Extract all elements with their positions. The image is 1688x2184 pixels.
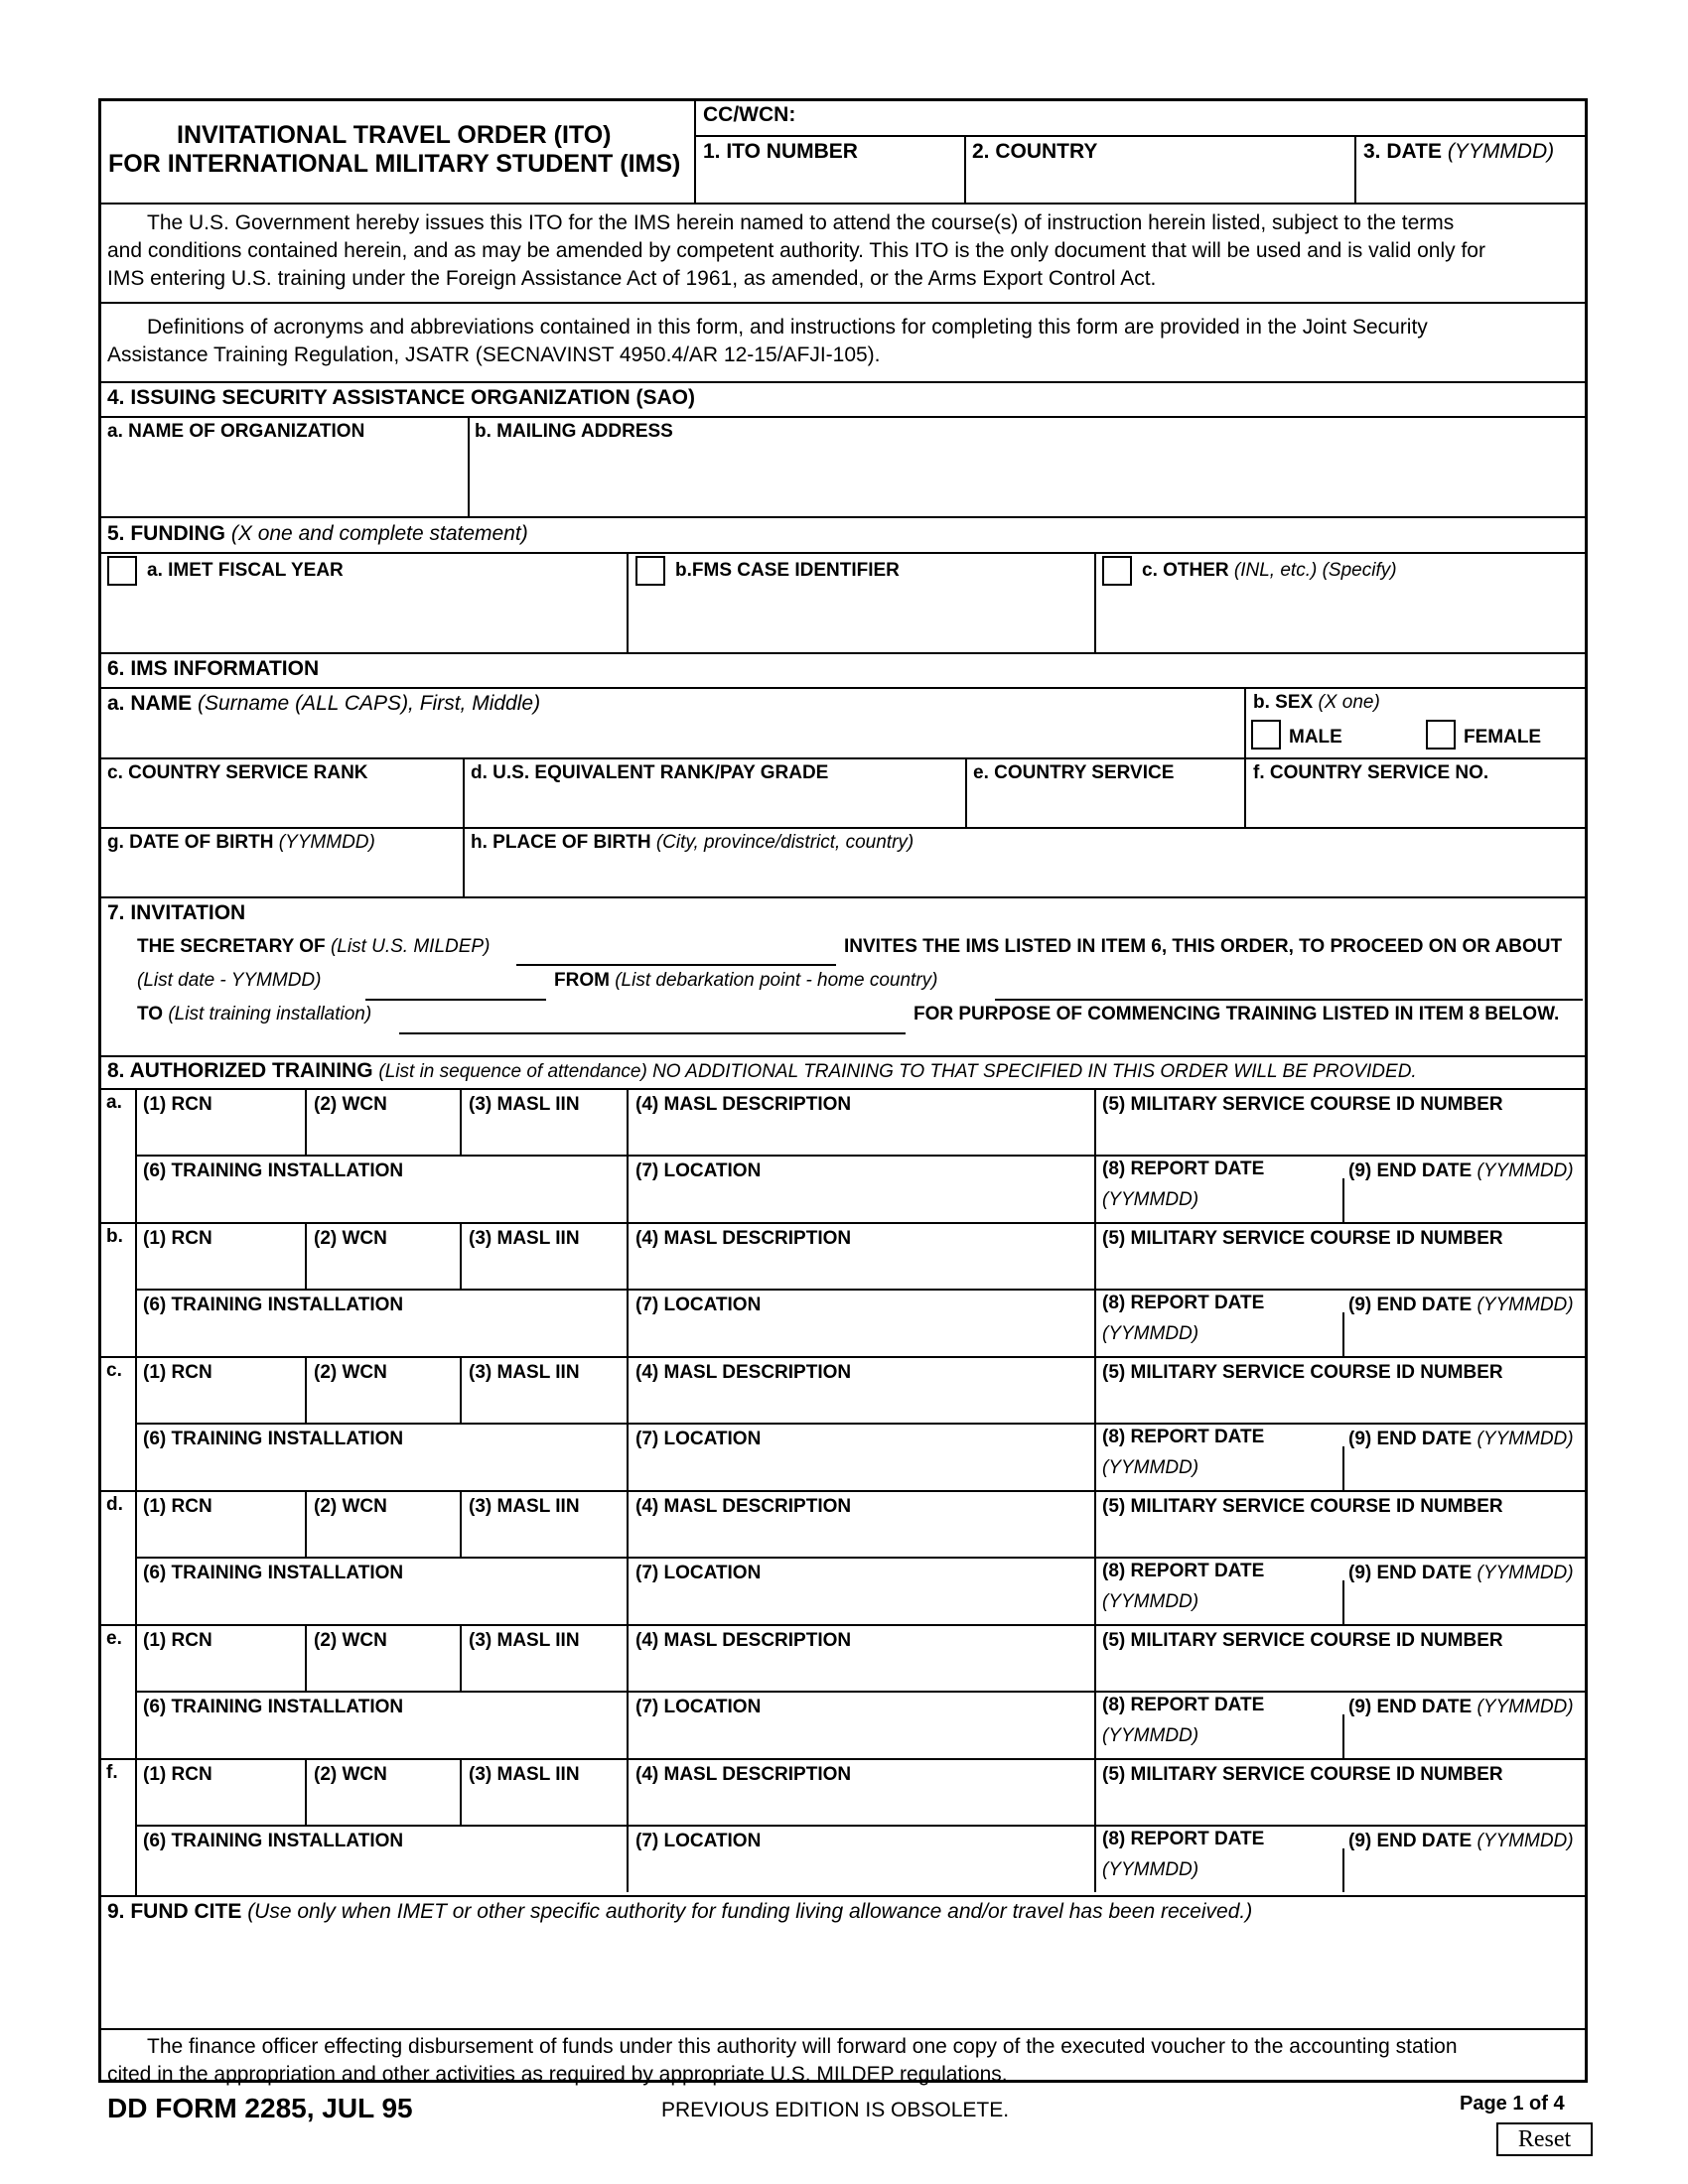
section5-title-note: (X one and complete statement) <box>230 522 528 545</box>
divider <box>98 1895 1588 1897</box>
divider <box>1342 1580 1344 1624</box>
ims-name-label-text: a. NAME <box>107 692 193 715</box>
divider <box>135 1825 1588 1827</box>
report-date-format: (YYMMDD) <box>1102 1457 1199 1478</box>
end-date-field[interactable] <box>1347 1320 1584 1352</box>
training-installation-label: (6) TRAINING INSTALLATION <box>143 1831 404 1851</box>
male-label: MALE <box>1289 727 1342 748</box>
rcn-field[interactable] <box>139 1388 301 1420</box>
location-field[interactable] <box>632 1454 1090 1486</box>
end-date-format: (YYMMDD) <box>1477 1697 1574 1717</box>
location-label: (7) LOCATION <box>635 1697 762 1717</box>
masl-iin-label: (3) MASL IIN <box>469 1362 580 1383</box>
masl-iin-field[interactable] <box>465 1254 623 1286</box>
secretary-label-text: THE SECRETARY OF <box>137 936 326 957</box>
masl-description-field[interactable] <box>632 1522 1090 1554</box>
divider <box>460 1356 462 1423</box>
section7-title: 7. INVITATION <box>107 901 246 924</box>
section6-title: 6. IMS INFORMATION <box>107 657 320 680</box>
divider <box>1342 1714 1344 1758</box>
from-label-text: FROM <box>554 970 610 991</box>
country-service-no-label: f. COUNTRY SERVICE NO. <box>1253 762 1489 783</box>
sex-label <box>1253 692 1380 714</box>
divider <box>98 757 1588 759</box>
imet-checkbox[interactable] <box>107 556 137 586</box>
end-date-label <box>1348 1697 1574 1718</box>
course-id-label: (5) MILITARY SERVICE COURSE ID NUMBER <box>1102 1228 1503 1249</box>
fund-cite-field[interactable] <box>103 1930 1584 2023</box>
secretary-note: (List U.S. MILDEP) <box>330 936 491 957</box>
pob-note: (City, province/district, country) <box>655 832 914 853</box>
ims-name-field[interactable] <box>103 719 1239 754</box>
wcn-label: (2) WCN <box>314 1094 387 1115</box>
location-label: (7) LOCATION <box>635 1429 762 1449</box>
divider <box>468 416 470 516</box>
divider <box>135 1289 1588 1291</box>
us-rank-label: d. U.S. EQUIVALENT RANK/PAY GRADE <box>471 762 829 783</box>
divider <box>98 1490 1588 1492</box>
dob-field[interactable] <box>103 858 459 893</box>
divider <box>305 1624 307 1691</box>
form-title-line1: INVITATIONAL TRAVEL ORDER (ITO) <box>177 121 612 149</box>
date-label <box>1363 140 1554 164</box>
end-date-label <box>1348 1295 1574 1316</box>
divider <box>98 381 1588 383</box>
wcn-field[interactable] <box>310 1656 456 1688</box>
fms-field[interactable] <box>632 590 1090 647</box>
end-date-field[interactable] <box>1347 1588 1584 1620</box>
divider <box>98 896 1588 898</box>
report-date-field[interactable] <box>1221 1588 1338 1620</box>
country-service-label: e. COUNTRY SERVICE <box>973 762 1175 783</box>
divider <box>1342 1446 1344 1490</box>
divider <box>460 1490 462 1557</box>
divider <box>1342 1848 1344 1892</box>
country-service-no-field[interactable] <box>1249 788 1584 824</box>
dob-label-text: g. DATE OF BIRTH <box>107 832 274 853</box>
other-field[interactable] <box>1099 590 1584 647</box>
other-label-text: c. OTHER <box>1142 560 1229 581</box>
divider <box>460 1222 462 1289</box>
divider <box>627 1624 629 1758</box>
divider <box>98 1758 1588 1760</box>
to-label <box>137 1004 371 1025</box>
female-checkbox[interactable] <box>1426 720 1456 750</box>
location-label: (7) LOCATION <box>635 1160 762 1181</box>
date-label-text: 3. DATE <box>1363 140 1442 163</box>
rcn-label: (1) RCN <box>143 1094 212 1115</box>
divider <box>135 1155 1588 1157</box>
location-field[interactable] <box>632 1856 1090 1888</box>
divider <box>1342 1178 1344 1222</box>
divider <box>1094 1088 1096 1222</box>
other-label <box>1142 560 1397 582</box>
masl-iin-label: (3) MASL IIN <box>469 1228 580 1249</box>
masl-iin-label: (3) MASL IIN <box>469 1496 580 1517</box>
report-date-label: (8) REPORT DATE <box>1102 1427 1265 1447</box>
course-id-field[interactable] <box>1099 1120 1584 1152</box>
us-rank-field[interactable] <box>468 788 961 824</box>
divider <box>98 687 1588 689</box>
end-date-format: (YYMMDD) <box>1477 1160 1574 1181</box>
divider <box>1342 1312 1344 1356</box>
rcn-label: (1) RCN <box>143 1228 212 1249</box>
to-note: (List training installation) <box>168 1004 372 1024</box>
mildep-field[interactable] <box>516 964 836 966</box>
training-installation-field[interactable] <box>139 1320 623 1352</box>
report-date-field[interactable] <box>1221 1856 1338 1888</box>
secretary-label <box>137 936 490 958</box>
divider <box>627 1222 629 1356</box>
end-date-label-text: (9) END DATE <box>1348 1563 1473 1583</box>
training-installation-label: (6) TRAINING INSTALLATION <box>143 1429 404 1449</box>
course-id-label: (5) MILITARY SERVICE COURSE ID NUMBER <box>1102 1764 1503 1785</box>
reset-button[interactable]: Reset <box>1496 2122 1593 2156</box>
location-field[interactable] <box>632 1722 1090 1754</box>
masl-iin-field[interactable] <box>465 1790 623 1822</box>
divider <box>1354 135 1356 204</box>
report-date-field[interactable] <box>1221 1186 1338 1218</box>
pob-label <box>471 832 914 854</box>
form-number: DD FORM 2285, JUL 95 <box>107 2093 413 2123</box>
report-date-label: (8) REPORT DATE <box>1102 1561 1265 1581</box>
rcn-label: (1) RCN <box>143 1496 212 1517</box>
rcn-field[interactable] <box>139 1656 301 1688</box>
ims-name-note: (Surname (ALL CAPS), First, Middle) <box>198 692 541 715</box>
wcn-field[interactable] <box>310 1522 456 1554</box>
from-label <box>554 970 938 992</box>
end-date-label <box>1348 1160 1574 1182</box>
end-date-label-text: (9) END DATE <box>1348 1831 1473 1851</box>
divider <box>135 1557 1588 1559</box>
section8-title-note: (List in sequence of attendance) NO ADDITIONAL TRAINING TO THAT SPECIFIED IN THIS ORDER WILL BE PROVIDED. <box>378 1061 1417 1082</box>
divider <box>98 2028 1588 2030</box>
divider <box>627 1356 629 1490</box>
training-installation-field[interactable] <box>139 1588 623 1620</box>
report-date-format: (YYMMDD) <box>1102 1591 1199 1612</box>
pob-label-text: h. PLACE OF BIRTH <box>471 832 651 853</box>
divider <box>460 1624 462 1691</box>
masl-description-label: (4) MASL DESCRIPTION <box>635 1496 852 1517</box>
location-label: (7) LOCATION <box>635 1831 762 1851</box>
location-field[interactable] <box>632 1588 1090 1620</box>
pob-field[interactable] <box>468 858 1584 893</box>
divider <box>965 757 967 828</box>
masl-iin-label: (3) MASL IIN <box>469 1764 580 1785</box>
training-row-letter: a. <box>106 1092 122 1113</box>
cc-wcn-label: CC/WCN: <box>703 103 796 126</box>
page-number: Page 1 of 4 <box>1460 2093 1565 2115</box>
divider <box>1094 1490 1096 1624</box>
rcn-label: (1) RCN <box>143 1362 212 1383</box>
divider <box>1094 552 1096 652</box>
end-date-format: (YYMMDD) <box>1477 1429 1574 1449</box>
course-id-field[interactable] <box>1099 1656 1584 1688</box>
masl-description-field[interactable] <box>632 1656 1090 1688</box>
divider <box>1244 687 1246 758</box>
report-date-field[interactable] <box>1221 1320 1338 1352</box>
masl-description-field[interactable] <box>632 1790 1090 1822</box>
course-id-label: (5) MILITARY SERVICE COURSE ID NUMBER <box>1102 1094 1503 1115</box>
section8-title <box>107 1059 1417 1083</box>
section9-title <box>107 1900 1252 1924</box>
divider <box>305 1490 307 1557</box>
divider <box>98 302 1588 304</box>
sex-note: (X one) <box>1318 692 1380 713</box>
training-installation-label: (6) TRAINING INSTALLATION <box>143 1160 404 1181</box>
wcn-field[interactable] <box>310 1254 456 1286</box>
divider <box>694 98 696 204</box>
invites-text: INVITES THE IMS LISTED IN ITEM 6, THIS ORDER, TO PROCEED ON OR ABOUT <box>844 936 1563 957</box>
purpose-text: FOR PURPOSE OF COMMENCING TRAINING LISTED IN ITEM 8 BELOW. <box>914 1004 1560 1024</box>
rcn-field[interactable] <box>139 1522 301 1554</box>
masl-description-label: (4) MASL DESCRIPTION <box>635 1094 852 1115</box>
location-field[interactable] <box>632 1320 1090 1352</box>
report-date-label: (8) REPORT DATE <box>1102 1695 1265 1715</box>
wcn-label: (2) WCN <box>314 1496 387 1517</box>
list-date-label: (List date - YYMMDD) <box>137 970 322 991</box>
masl-description-label: (4) MASL DESCRIPTION <box>635 1362 852 1383</box>
divider <box>305 1356 307 1423</box>
dob-format: (YYMMDD) <box>278 832 375 853</box>
end-date-label-text: (9) END DATE <box>1348 1160 1473 1181</box>
wcn-field[interactable] <box>310 1120 456 1152</box>
divider <box>98 416 1588 418</box>
masl-description-field[interactable] <box>632 1388 1090 1420</box>
to-field[interactable] <box>399 1032 906 1034</box>
other-checkbox[interactable] <box>1102 556 1132 586</box>
org-name-label: a. NAME OF ORGANIZATION <box>107 421 365 442</box>
masl-description-label: (4) MASL DESCRIPTION <box>635 1630 852 1651</box>
report-date-label: (8) REPORT DATE <box>1102 1829 1265 1849</box>
end-date-field[interactable] <box>1347 1186 1584 1218</box>
masl-iin-field[interactable] <box>465 1656 623 1688</box>
masl-description-field[interactable] <box>632 1254 1090 1286</box>
section9-title-text: 9. FUND CITE <box>107 1900 242 1923</box>
report-date-format: (YYMMDD) <box>1102 1725 1199 1746</box>
date-field[interactable] <box>1359 167 1584 201</box>
course-id-field[interactable] <box>1099 1790 1584 1822</box>
training-row-letter: e. <box>106 1628 122 1649</box>
rcn-field[interactable] <box>139 1790 301 1822</box>
imet-label: a. IMET FISCAL YEAR <box>147 560 344 581</box>
female-label: FEMALE <box>1464 727 1542 748</box>
divider <box>98 1222 1588 1224</box>
course-id-field[interactable] <box>1099 1522 1584 1554</box>
section5-title-text: 5. FUNDING <box>107 522 226 545</box>
course-id-label: (5) MILITARY SERVICE COURSE ID NUMBER <box>1102 1362 1503 1383</box>
divider <box>460 1758 462 1825</box>
divider <box>627 1490 629 1624</box>
training-installation-field[interactable] <box>139 1186 623 1218</box>
proceed-date-field[interactable] <box>365 999 546 1001</box>
intro-paragraph: The U.S. Government hereby issues this ITO for the IMS herein named to attend the course(s) of instruction herein listed, subject to the terms and conditions contained herein, and as may be amended by competent authority. This ITO is the only document that will be used and is valid only for IMS entering U.S. training under the Foreign Assistance Act of 1961, as amended, or the Arms Export Control Act. <box>107 211 1485 290</box>
training-installation-field[interactable] <box>139 1454 623 1486</box>
divider <box>98 827 1588 829</box>
wcn-field[interactable] <box>310 1388 456 1420</box>
divider <box>305 1222 307 1289</box>
end-date-label-text: (9) END DATE <box>1348 1429 1473 1449</box>
report-date-field[interactable] <box>1221 1454 1338 1486</box>
end-date-format: (YYMMDD) <box>1477 1563 1574 1583</box>
divider <box>98 1624 1588 1626</box>
rcn-field[interactable] <box>139 1120 301 1152</box>
masl-description-label: (4) MASL DESCRIPTION <box>635 1228 852 1249</box>
end-date-label <box>1348 1563 1574 1584</box>
rcn-field[interactable] <box>139 1254 301 1286</box>
end-date-label <box>1348 1831 1574 1852</box>
masl-iin-field[interactable] <box>465 1388 623 1420</box>
divider <box>98 1088 1588 1090</box>
location-label: (7) LOCATION <box>635 1295 762 1315</box>
org-name-field[interactable] <box>103 447 463 512</box>
rcn-label: (1) RCN <box>143 1764 212 1785</box>
end-date-field[interactable] <box>1347 1722 1584 1754</box>
divider <box>1244 757 1246 828</box>
divider <box>98 1356 1588 1358</box>
form-title-line2: FOR INTERNATIONAL MILITARY STUDENT (IMS) <box>108 150 681 178</box>
end-date-label <box>1348 1429 1574 1450</box>
training-row-letter: b. <box>106 1226 123 1247</box>
date-format: (YYMMDD) <box>1447 140 1555 163</box>
country-rank-label: c. COUNTRY SERVICE RANK <box>107 762 368 783</box>
training-installation-label: (6) TRAINING INSTALLATION <box>143 1563 404 1583</box>
divider <box>694 135 1588 137</box>
divider <box>1094 1222 1096 1356</box>
from-note: (List debarkation point - home country) <box>615 970 938 991</box>
masl-description-field[interactable] <box>632 1120 1090 1152</box>
section9-title-note: (Use only when IMET or other specific authority for funding living allowance and/or travel has been received.) <box>247 1900 1253 1923</box>
divider <box>98 652 1588 654</box>
male-checkbox[interactable] <box>1251 720 1281 750</box>
course-id-field[interactable] <box>1099 1254 1584 1286</box>
obsolete-notice: PREVIOUS EDITION IS OBSOLETE. <box>661 2099 1010 2121</box>
report-date-label: (8) REPORT DATE <box>1102 1159 1265 1179</box>
report-date-field[interactable] <box>1221 1722 1338 1754</box>
divider <box>1094 1356 1096 1490</box>
imet-field[interactable] <box>103 590 622 647</box>
fms-checkbox[interactable] <box>635 556 665 586</box>
report-date-format: (YYMMDD) <box>1102 1189 1199 1210</box>
report-date-label: (8) REPORT DATE <box>1102 1293 1265 1313</box>
masl-iin-label: (3) MASL IIN <box>469 1630 580 1651</box>
masl-iin-field[interactable] <box>465 1120 623 1152</box>
section4-title: 4. ISSUING SECURITY ASSISTANCE ORGANIZATION (SAO) <box>107 386 695 409</box>
location-label: (7) LOCATION <box>635 1563 762 1583</box>
divider <box>305 1088 307 1155</box>
country-service-field[interactable] <box>970 788 1240 824</box>
from-field[interactable] <box>995 999 1583 1001</box>
course-id-label: (5) MILITARY SERVICE COURSE ID NUMBER <box>1102 1630 1503 1651</box>
divider <box>627 1088 629 1222</box>
other-note: (INL, etc.) (Specify) <box>1233 560 1397 581</box>
training-installation-field[interactable] <box>139 1856 623 1888</box>
ims-name-label <box>107 692 540 716</box>
masl-description-label: (4) MASL DESCRIPTION <box>635 1764 852 1785</box>
divider <box>135 1691 1588 1693</box>
divider <box>627 1758 629 1892</box>
section5-title <box>107 522 528 546</box>
mailing-address-label: b. MAILING ADDRESS <box>475 421 673 442</box>
divider <box>135 1423 1588 1425</box>
fms-label: b.FMS CASE IDENTIFIER <box>675 560 900 581</box>
wcn-label: (2) WCN <box>314 1228 387 1249</box>
divider <box>305 1758 307 1825</box>
end-date-field[interactable] <box>1347 1856 1584 1888</box>
country-field[interactable] <box>969 167 1350 201</box>
end-date-label-text: (9) END DATE <box>1348 1295 1473 1315</box>
dob-label <box>107 832 375 854</box>
cc-wcn-field[interactable] <box>794 101 1579 131</box>
to-label-text: TO <box>137 1004 164 1024</box>
rcn-label: (1) RCN <box>143 1630 212 1651</box>
training-row-letter: d. <box>106 1494 123 1515</box>
end-date-label-text: (9) END DATE <box>1348 1697 1473 1717</box>
divider <box>1094 1624 1096 1758</box>
divider <box>1094 1758 1096 1892</box>
definitions-paragraph: Definitions of acronyms and abbreviations contained in this form, and instructions for completing this form are provided in the Joint Security Assistance Training Regulation, JSATR (SECNAVINST 4950.4/AR 12-15/AFJI-105). <box>107 316 1428 366</box>
wcn-label: (2) WCN <box>314 1764 387 1785</box>
training-installation-field[interactable] <box>139 1722 623 1754</box>
ito-number-label: 1. ITO NUMBER <box>703 140 858 163</box>
course-id-label: (5) MILITARY SERVICE COURSE ID NUMBER <box>1102 1496 1503 1517</box>
ito-number-field[interactable] <box>699 167 959 201</box>
end-date-format: (YYMMDD) <box>1477 1295 1574 1315</box>
training-installation-label: (6) TRAINING INSTALLATION <box>143 1697 404 1717</box>
masl-iin-field[interactable] <box>465 1522 623 1554</box>
course-id-field[interactable] <box>1099 1388 1584 1420</box>
report-date-format: (YYMMDD) <box>1102 1859 1199 1880</box>
wcn-label: (2) WCN <box>314 1362 387 1383</box>
training-installation-label: (6) TRAINING INSTALLATION <box>143 1295 404 1315</box>
training-row-letter: c. <box>106 1360 122 1381</box>
sex-label-text: b. SEX <box>1253 692 1314 713</box>
section8-title-text: 8. AUTHORIZED TRAINING <box>107 1059 373 1082</box>
report-date-format: (YYMMDD) <box>1102 1323 1199 1344</box>
wcn-field[interactable] <box>310 1790 456 1822</box>
divider <box>98 516 1588 518</box>
training-row-letter: f. <box>106 1762 118 1783</box>
country-rank-field[interactable] <box>103 788 459 824</box>
divider <box>98 552 1588 554</box>
divider <box>98 203 1588 205</box>
location-field[interactable] <box>632 1186 1090 1218</box>
masl-iin-label: (3) MASL IIN <box>469 1094 580 1115</box>
divider <box>460 1088 462 1155</box>
end-date-field[interactable] <box>1347 1454 1584 1486</box>
divider <box>627 552 629 652</box>
divider <box>98 1055 1588 1057</box>
divider <box>964 135 966 204</box>
country-label: 2. COUNTRY <box>972 140 1098 163</box>
wcn-label: (2) WCN <box>314 1630 387 1651</box>
mailing-address-field[interactable] <box>473 447 1583 512</box>
finance-paragraph: The finance officer effecting disbursement of funds under this authority will forward one copy of the executed voucher to the accounting station cited in the appropriation and other activities as required by appropriate U.S. MILDEP regulations. <box>107 2035 1458 2086</box>
end-date-format: (YYMMDD) <box>1477 1831 1574 1851</box>
